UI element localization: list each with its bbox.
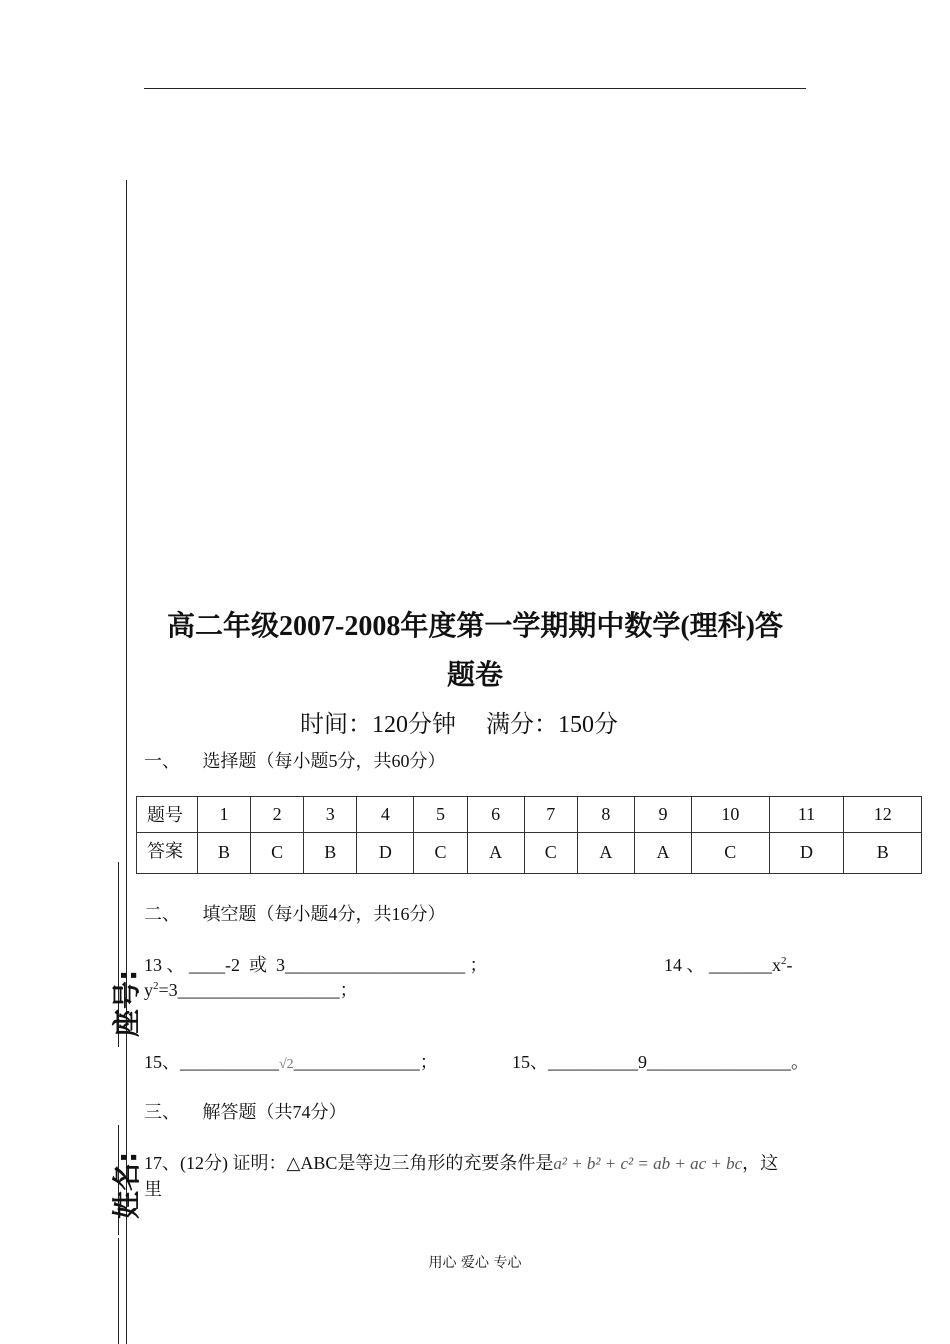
q17-line2: 里 — [144, 1179, 162, 1199]
q14-superscript: 2 — [781, 955, 787, 967]
q17-text: 17、(12分) 证明：△ABC是等边三角形的充要条件是 — [144, 1153, 554, 1173]
q15a-text-post: ______________； — [293, 1052, 438, 1072]
sqrt-two: √2 — [279, 1057, 294, 1072]
answer-cell: B — [304, 832, 357, 873]
question-number: 3 — [304, 797, 357, 833]
question-number: 12 — [844, 797, 922, 833]
answer-cell: C — [251, 832, 304, 873]
answer-cell: C — [414, 832, 467, 873]
seat-label: 座号: — [110, 969, 143, 1037]
name-label: 姓名: — [110, 1151, 143, 1219]
header-rule — [144, 88, 806, 89]
q13-answer: 13 、 ____-2 或 3____________________ ； — [144, 955, 488, 975]
answer-cell: D — [769, 832, 844, 873]
exam-info: 时间：120分钟 满分：150分 — [300, 712, 618, 738]
section3-heading: 三、 解答题（共74分） — [144, 1102, 347, 1122]
answer-table — [136, 796, 922, 874]
page-title-line2: 题卷 — [446, 660, 503, 691]
section2-heading: 二、 填空题（每小题4分，共16分） — [144, 904, 446, 924]
question-number: 8 — [577, 797, 634, 833]
q14-superscript: 2 — [153, 980, 159, 992]
page-title-line1: 高二年级2007-2008年度第一学期期中数学(理科)答 — [167, 611, 783, 642]
answer-cell: C — [524, 832, 577, 873]
question-number: 10 — [692, 797, 770, 833]
question-number: 5 — [414, 797, 467, 833]
section1-heading: 一、 选择题（每小题5分，共60分） — [144, 751, 446, 771]
q14-text-d: =3__________________； — [158, 980, 358, 1000]
q14-answer-line1 — [664, 951, 793, 977]
question-number: 4 — [357, 797, 414, 833]
q15a-text-pre: 15、___________ — [144, 1052, 279, 1072]
q17-formula: a² + b² + c² = ab + ac + bc — [553, 1154, 743, 1173]
q17-line1 — [144, 1149, 778, 1175]
question-number: 9 — [634, 797, 691, 833]
q14-text-b: - — [786, 955, 793, 975]
answer-cell: A — [634, 832, 691, 873]
question-number: 7 — [524, 797, 577, 833]
question-number: 11 — [769, 797, 844, 833]
answer-cell: C — [692, 832, 770, 873]
q17-tail: ，这 — [742, 1153, 779, 1173]
q15a-answer — [144, 1048, 438, 1074]
answer-cell: B — [198, 832, 251, 873]
answer-row — [137, 832, 922, 873]
question-number: 6 — [467, 797, 524, 833]
answer-cell: A — [467, 832, 524, 873]
q14-text-a: 14 、 _______x — [664, 955, 781, 975]
question-number: 1 — [198, 797, 251, 833]
answer-cell: A — [577, 832, 634, 873]
row-header-answer: 答案 — [137, 832, 198, 873]
answer-cell: D — [357, 832, 414, 873]
row-header-number: 题号 — [137, 797, 198, 833]
q14-answer-line2 — [144, 976, 358, 1002]
q14-text-c: y — [144, 980, 153, 1000]
answer-cell: B — [844, 832, 922, 873]
question-number-row — [137, 797, 922, 833]
q15b-answer: 15、__________9________________。 — [512, 1052, 809, 1072]
question-number: 2 — [251, 797, 304, 833]
page-footer: 用心 爱心 专心 — [428, 1255, 522, 1271]
